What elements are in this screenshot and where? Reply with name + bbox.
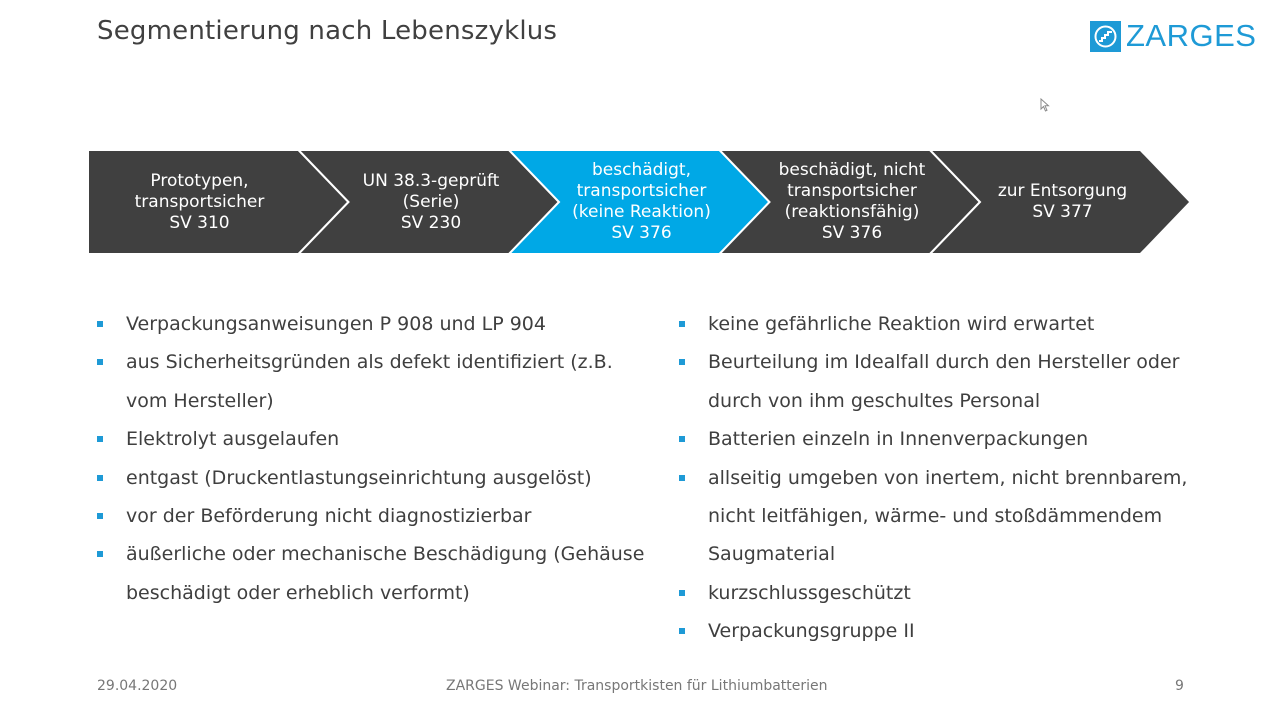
lifecycle-step-line: transportsicher [787,181,917,201]
lifecycle-step-line: SV 230 [400,212,462,233]
lifecycle-step-line: beschädigt, nicht [778,160,926,180]
lifecycle-chevron-bar [88,150,1192,254]
lifecycle-step-line: beschädigt, [591,160,692,180]
lifecycle-step-label [341,150,522,254]
bullet-item: aus Sicherheitsgründen als defekt identifiziert (z.B. vom Hersteller) [96,343,656,420]
lifecycle-step-label [551,150,732,254]
lifecycle-step-label [972,150,1153,254]
bullet-item: keine gefährliche Reaktion wird erwartet [678,305,1238,343]
left-column [96,305,656,612]
lifecycle-step-line: transportsicher [134,191,265,212]
bullet-item: allseitig umgeben von inertem, nicht brennbarem, nicht leitfähigen, wärme- und stoßdämmendem Saugmaterial [678,459,1238,574]
bullet-item: kurzschlussgeschützt [678,574,1238,612]
lifecycle-step-line: (keine Reaktion) [572,202,711,222]
bullet-item: Elektrolyt ausgelaufen [96,420,656,458]
bullet-item: äußerliche oder mechanische Beschädigung (Gehäuse beschädigt oder erheblich verformt) [96,535,656,612]
mouse-pointer-icon [1040,97,1050,116]
bullet-item: Verpackungsanweisungen P 908 und LP 904 [96,305,656,343]
bullet-item: Verpackungsgruppe II [678,612,1238,650]
zarges-logo-icon [1090,21,1121,52]
lifecycle-step-line: SV 376 [611,223,672,243]
left-bullet-list [96,305,656,612]
footer-title: ZARGES Webinar: Transportkisten für Lithiumbatterien [446,678,828,694]
lifecycle-step-line: (Serie) [402,191,460,212]
bullet-item: Batterien einzeln in Innenverpackungen [678,420,1238,458]
right-bullet-list [678,305,1238,651]
lifecycle-step-line: transportsicher [576,181,707,201]
lifecycle-step-label [98,150,301,254]
lifecycle-step-line: UN 38.3-geprüft [362,170,500,191]
lifecycle-step-line: SV 310 [169,212,230,233]
bullet-item: entgast (Druckentlastungseinrichtung ausgelöst) [96,459,656,497]
slide-title: Segmentierung nach Lebenszyklus [97,16,558,46]
right-column [678,305,1238,651]
lifecycle-step-label [762,150,943,254]
bullet-item: vor der Beförderung nicht diagnostizierbar [96,497,656,535]
bullet-item: Beurteilung im Idealfall durch den Hersteller oder durch von ihm geschultes Personal [678,343,1238,420]
lifecycle-step-line: SV 376 [821,223,883,243]
footer-date: 29.04.2020 [97,678,178,694]
lifecycle-step-line: (reaktionsfähig) [784,202,920,222]
lifecycle-step-line: Prototypen, [150,170,249,191]
zarges-logo-text: ZARGES [1126,18,1257,53]
zarges-logo [1090,20,1256,52]
lifecycle-step-line: SV 377 [1032,202,1093,222]
page-number: 9 [1175,678,1184,694]
lifecycle-step-line: zur Entsorgung [997,181,1128,201]
